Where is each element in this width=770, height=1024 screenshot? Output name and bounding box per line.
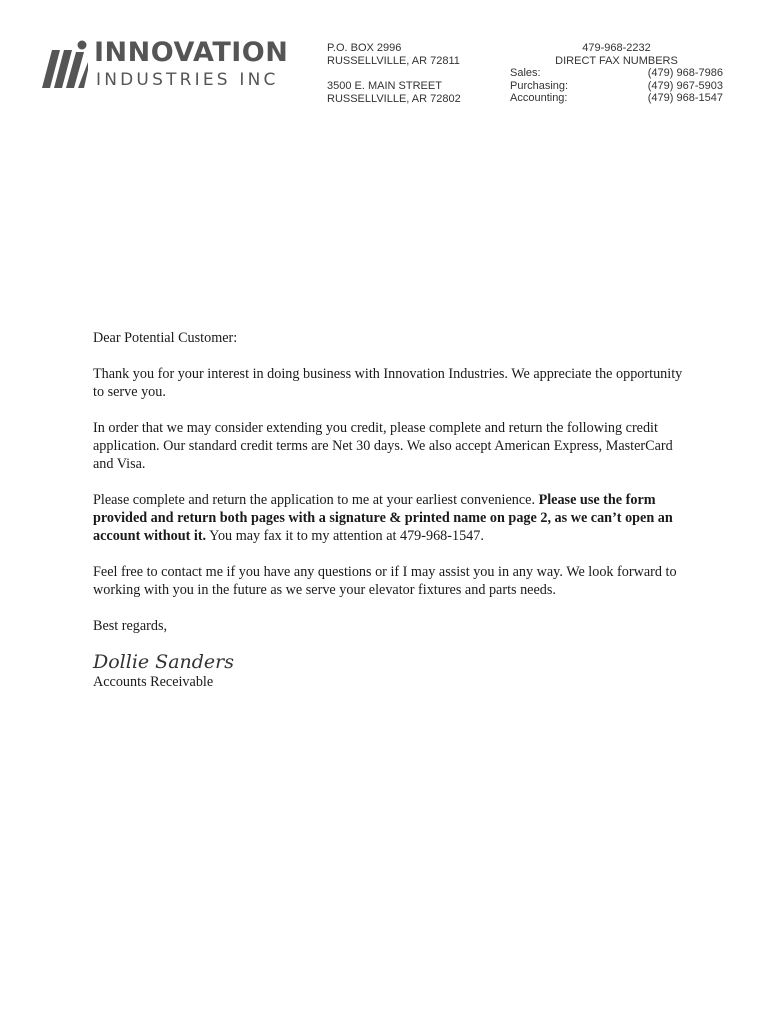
company-name: INNOVATION [94,37,289,68]
closing: Best regards, [93,618,168,634]
letter-body [93,329,693,709]
mailing-address [327,42,461,106]
fax-row-sales [510,67,723,80]
po-box: P.O. BOX 2996 [327,42,402,54]
fax-number: (479) 967-5903 [647,79,723,92]
fax-heading: DIRECT FAX NUMBERS [555,54,678,67]
fax-number: (479) 968-7986 [647,67,723,79]
street-address: 3500 E. MAIN STREET [327,80,442,92]
logo-mark-icon [40,40,88,90]
instructions-emphasis: Please use the form provided and return both pages with a signature & printed name on page 2, as we can’t open an account without it. [93,492,673,544]
company-subname: INDUSTRIES INC [96,70,279,90]
paragraph-credit: In order that we may consider extending you credit, please complete and return the following credit application. Our standard credit terms are Net 30 days. We also accept American Express, MasterCard and Visa. [93,420,673,472]
signature: Dollie Sanders [93,651,235,673]
signer-title: Accounts Receivable [93,674,214,690]
fax-row-accounting [510,92,723,105]
fax-label: Sales: [510,67,541,79]
fax-number: (479) 968-1547 [647,92,723,104]
letterhead [0,0,770,120]
contact-numbers [510,42,723,105]
paragraph-intro: Thank you for your interest in doing business with Innovation Industries. We appreciate the opportunity to serve you. [93,366,683,400]
main-phone: 479-968-2232 [582,42,651,54]
instructions-intro: Please complete and return the application to me at your earliest convenience. [93,492,539,508]
po-city: RUSSELLVILLE, AR 72811 [327,55,460,67]
company-logo [40,38,300,94]
street-city: RUSSELLVILLE, AR 72802 [327,93,461,105]
salutation: Dear Potential Customer: [93,330,238,346]
paragraph-instructions [93,491,693,545]
fax-row-purchasing [510,80,723,93]
fax-label: Accounting: [510,92,568,104]
instructions-fax: You may fax it to my attention at 479-968-1547. [206,528,484,544]
fax-label: Purchasing: [510,79,569,92]
paragraph-contact: Feel free to contact me if you have any questions or if I may assist you in any way. We look forward to working with you in the future as we serve your elevator fixtures and parts needs. [93,564,677,598]
